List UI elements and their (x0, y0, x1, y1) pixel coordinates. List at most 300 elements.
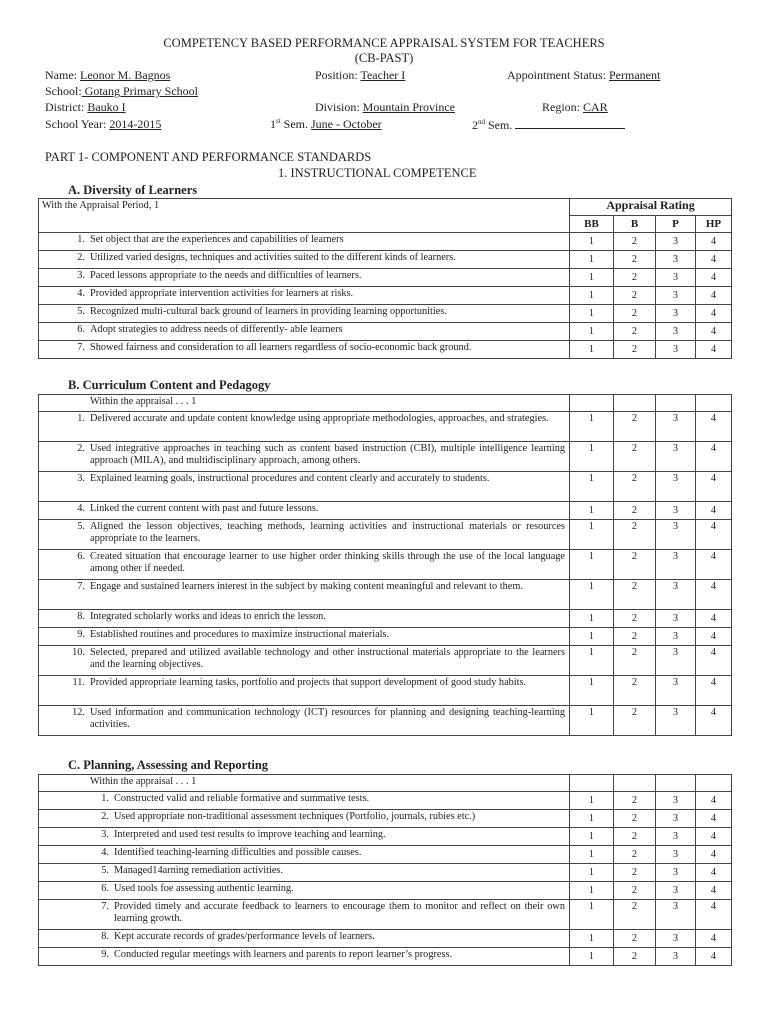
item-text: Created situation that encourage learner to use higher order thinking skills through the use of the local language among other if needed. (90, 551, 565, 574)
item-cell (39, 442, 570, 472)
item-text-wrap (39, 443, 565, 467)
item-number: 5. (77, 521, 85, 532)
item-text-wrap (39, 234, 565, 246)
rating-cell-2: 2 (614, 948, 656, 966)
rating-cell-3: 3 (656, 882, 696, 900)
item-text: Used appropriate non-traditional assessment techniques (Portfolio, journals, rubies etc.) (114, 811, 476, 822)
item-cell (39, 580, 570, 610)
rating-cell-2: 2 (614, 269, 656, 287)
item-text-wrap (39, 707, 565, 731)
instructional-competence-title: 1. INSTRUCTIONAL COMPETENCE (278, 166, 477, 180)
rating-cell-3: 3 (656, 341, 696, 359)
table-row (39, 828, 732, 846)
second-sem-label: Sem. (488, 118, 513, 132)
division-field (315, 100, 455, 115)
rating-cell-1: 1 (570, 646, 614, 676)
empty-cell (614, 775, 656, 792)
item-number: 3. (77, 270, 85, 281)
first-sem-label: Sem. (283, 117, 309, 131)
second-sem-sup: nd (478, 118, 485, 126)
item-text: Paced lessons appropriate to the needs and difficulties of learners. (90, 270, 362, 281)
rating-cell-3: 3 (656, 864, 696, 882)
second-sem-num: 2 (472, 118, 478, 132)
rating-cell-2: 2 (614, 828, 656, 846)
table-row (39, 948, 732, 966)
rating-cell-3: 3 (656, 520, 696, 550)
table-row (39, 305, 732, 323)
empty-cell (696, 395, 732, 412)
item-number: 11. (72, 677, 85, 688)
rating-cell-4: 4 (696, 502, 732, 520)
item-cell (39, 628, 570, 646)
table-row (39, 646, 732, 676)
item-cell (39, 502, 570, 520)
table-row (39, 930, 732, 948)
table-row (39, 550, 732, 580)
rating-cell-1: 1 (570, 580, 614, 610)
second-sem-field (472, 117, 625, 133)
rating-cell-3: 3 (656, 828, 696, 846)
rating-cell-1: 1 (570, 472, 614, 502)
table-row (39, 251, 732, 269)
rating-cell-3: 3 (656, 646, 696, 676)
rating-cell-1: 1 (570, 287, 614, 305)
item-text: Utilized varied designs, techniques and activities suited to the different kinds of learners. (90, 252, 456, 263)
appraisal-rating-header: Appraisal Rating (570, 199, 732, 216)
item-number: 2. (101, 811, 109, 822)
section-a-heading: A. Diversity of Learners (68, 183, 198, 197)
rating-cell-1: 1 (570, 341, 614, 359)
item-text-wrap (39, 252, 565, 264)
table-row (39, 269, 732, 287)
item-text: Used integrative approaches in teaching such as content based instruction (CBI), multiple intelligence learning approach (MILA), and multidisciplinary approach, among others. (90, 443, 565, 466)
rating-cell-2: 2 (614, 930, 656, 948)
rating-cell-2: 2 (614, 341, 656, 359)
rating-cell-3: 3 (656, 580, 696, 610)
section-b-table (38, 394, 732, 736)
item-text-wrap (39, 847, 565, 859)
item-number: 5. (77, 306, 85, 317)
table-row (39, 287, 732, 305)
section-c-intro: Within the appraisal . . . 1 (39, 775, 570, 792)
rating-cell-3: 3 (656, 628, 696, 646)
rating-cell-3: 3 (656, 305, 696, 323)
rating-cell-2: 2 (614, 900, 656, 930)
section-c-table (38, 774, 732, 966)
rating-cell-1: 1 (570, 233, 614, 251)
empty-cell (570, 395, 614, 412)
item-cell (39, 810, 570, 828)
item-cell (39, 251, 570, 269)
rating-cell-4: 4 (696, 323, 732, 341)
table-row (39, 323, 732, 341)
position-field (315, 68, 405, 83)
rating-cell-1: 1 (570, 828, 614, 846)
item-cell (39, 323, 570, 341)
item-text-wrap (39, 677, 565, 689)
rating-cell-4: 4 (696, 269, 732, 287)
item-text: Linked the current content with past and future lessons. (90, 503, 319, 514)
table-row (39, 502, 732, 520)
section-b-heading: B. Curriculum Content and Pedagogy (68, 378, 271, 392)
item-text-wrap (39, 324, 565, 336)
school-year-field (45, 117, 161, 132)
rating-cell-4: 4 (696, 520, 732, 550)
rating-cell-2: 2 (614, 646, 656, 676)
item-text-wrap (39, 473, 565, 485)
item-text-wrap (39, 413, 565, 425)
rating-cell-2: 2 (614, 676, 656, 706)
rating-cell-1: 1 (570, 676, 614, 706)
table-row (39, 864, 732, 882)
rating-cell-1: 1 (570, 251, 614, 269)
school-value: Gotang Primary School (81, 84, 198, 98)
rating-cell-1: 1 (570, 412, 614, 442)
rating-cell-2: 2 (614, 251, 656, 269)
item-cell (39, 305, 570, 323)
item-text-wrap (39, 521, 565, 545)
rating-cell-1: 1 (570, 628, 614, 646)
item-number: 2. (77, 443, 85, 454)
rating-cell-2: 2 (614, 233, 656, 251)
item-cell (39, 676, 570, 706)
name-field (45, 68, 170, 83)
rating-cell-4: 4 (696, 948, 732, 966)
item-cell (39, 550, 570, 580)
division-value: Mountain Province (362, 100, 455, 114)
rating-cell-4: 4 (696, 610, 732, 628)
rating-cell-4: 4 (696, 251, 732, 269)
item-text-wrap (39, 611, 565, 623)
rating-cell-1: 1 (570, 520, 614, 550)
col-label-p: P (656, 216, 696, 233)
rating-cell-4: 4 (696, 442, 732, 472)
item-text: Managed14arning remediation activities. (114, 865, 283, 876)
first-sem-num: 1 (270, 117, 276, 131)
rating-cell-3: 3 (656, 323, 696, 341)
part1-title: PART 1- COMPONENT AND PERFORMANCE STANDARDS (45, 150, 372, 164)
region-field (542, 100, 608, 115)
item-cell (39, 520, 570, 550)
rating-cell-3: 3 (656, 233, 696, 251)
item-number: 6. (77, 551, 85, 562)
item-text-wrap (39, 901, 565, 925)
table-row (39, 676, 732, 706)
item-text: Provided appropriate intervention activities for learners at risks. (90, 288, 354, 299)
name-label: Name: (45, 68, 77, 82)
rating-cell-2: 2 (614, 580, 656, 610)
rating-cell-2: 2 (614, 810, 656, 828)
rating-cell-2: 2 (614, 287, 656, 305)
rating-cell-4: 4 (696, 287, 732, 305)
table-row (39, 810, 732, 828)
item-text: Established routines and procedures to maximize instructional materials. (90, 629, 390, 640)
district-value: Bauko I (87, 100, 126, 114)
col-label-b: B (614, 216, 656, 233)
item-text: Used tools foe assessing authentic learning. (114, 883, 294, 894)
table-row (39, 412, 732, 442)
item-number: 12. (72, 707, 85, 718)
rating-cell-4: 4 (696, 930, 732, 948)
item-cell (39, 828, 570, 846)
item-text-wrap (39, 949, 565, 961)
table-row (39, 706, 732, 736)
name-value: Leonor M. Bagnos (80, 68, 171, 82)
rating-cell-2: 2 (614, 442, 656, 472)
item-cell (39, 948, 570, 966)
rating-cell-3: 3 (656, 810, 696, 828)
rating-cell-2: 2 (614, 412, 656, 442)
rating-cell-2: 2 (614, 792, 656, 810)
rating-cell-4: 4 (696, 792, 732, 810)
district-field (45, 100, 126, 115)
rating-cell-3: 3 (656, 412, 696, 442)
rating-cell-4: 4 (696, 828, 732, 846)
table-row (39, 882, 732, 900)
position-value: Teacher I (360, 68, 406, 82)
rating-cell-4: 4 (696, 882, 732, 900)
rating-cell-1: 1 (570, 305, 614, 323)
rating-cell-2: 2 (614, 628, 656, 646)
first-sem-value: June - October (311, 117, 382, 131)
item-number: 1. (77, 413, 85, 424)
rating-cell-1: 1 (570, 810, 614, 828)
item-number: 4. (77, 503, 85, 514)
form-title: COMPETENCY BASED PERFORMANCE APPRAISAL SYSTEM FOR TEACHERS (163, 36, 605, 50)
rating-cell-1: 1 (570, 864, 614, 882)
item-text-wrap (39, 503, 565, 515)
rating-cell-3: 3 (656, 502, 696, 520)
rating-cell-2: 2 (614, 610, 656, 628)
rating-cell-3: 3 (656, 472, 696, 502)
item-text-wrap (39, 865, 565, 877)
rating-cell-1: 1 (570, 792, 614, 810)
item-number: 7. (77, 581, 85, 592)
item-cell (39, 610, 570, 628)
position-label: Position: (315, 68, 358, 82)
item-cell (39, 233, 570, 251)
rating-cell-1: 1 (570, 502, 614, 520)
item-number: 6. (101, 883, 109, 894)
rating-cell-3: 3 (656, 948, 696, 966)
rating-cell-3: 3 (656, 792, 696, 810)
table-row (39, 610, 732, 628)
rating-cell-4: 4 (696, 810, 732, 828)
rating-cell-2: 2 (614, 550, 656, 580)
item-cell (39, 646, 570, 676)
item-text: Provided timely and accurate feedback to learners to encourage them to monitor and reflect on their own learning growth. (114, 901, 565, 924)
empty-cell (656, 775, 696, 792)
item-number: 6. (77, 324, 85, 335)
item-text: Adopt strategies to address needs of differently- able learners (90, 324, 343, 335)
item-text-wrap (39, 883, 565, 895)
table-row (39, 628, 732, 646)
item-cell (39, 706, 570, 736)
item-number: 4. (77, 288, 85, 299)
rating-cell-1: 1 (570, 900, 614, 930)
rating-cell-4: 4 (696, 472, 732, 502)
item-cell (39, 472, 570, 502)
rating-cell-1: 1 (570, 442, 614, 472)
table-row (39, 442, 732, 472)
appointment-field (507, 68, 660, 83)
item-cell (39, 412, 570, 442)
rating-cell-2: 2 (614, 305, 656, 323)
item-text-wrap (39, 647, 565, 671)
rating-cell-3: 3 (656, 610, 696, 628)
rating-cell-2: 2 (614, 846, 656, 864)
school-year-value: 2014-2015 (109, 117, 162, 131)
rating-cell-4: 4 (696, 628, 732, 646)
item-text: Identified teaching-learning difficulties and possible causes. (114, 847, 362, 858)
section-a-intro: With the Appraisal Period, 1 (39, 199, 570, 233)
rating-cell-3: 3 (656, 269, 696, 287)
item-cell (39, 287, 570, 305)
empty-cell (570, 775, 614, 792)
rating-cell-3: 3 (656, 676, 696, 706)
table-row (39, 900, 732, 930)
appointment-label: Appointment Status: (507, 68, 606, 82)
school-field (45, 84, 198, 99)
first-sem-field (270, 117, 382, 132)
rating-cell-4: 4 (696, 580, 732, 610)
school-label: School: (45, 84, 82, 98)
table-row (39, 846, 732, 864)
rating-cell-1: 1 (570, 706, 614, 736)
item-text: Interpreted and used test results to improve teaching and learning. (114, 829, 386, 840)
region-label: Region: (542, 100, 580, 114)
item-cell (39, 864, 570, 882)
rating-cell-1: 1 (570, 948, 614, 966)
rating-cell-3: 3 (656, 930, 696, 948)
first-sem-sup: st (276, 117, 281, 125)
table-row (39, 472, 732, 502)
second-sem-blank-line (515, 117, 625, 129)
item-number: 9. (101, 949, 109, 960)
item-number: 7. (101, 901, 109, 912)
district-label: District: (45, 100, 85, 114)
item-text: Constructed valid and reliable formative and summative tests. (114, 793, 370, 804)
item-number: 9. (77, 629, 85, 640)
rating-cell-3: 3 (656, 900, 696, 930)
rating-cell-4: 4 (696, 706, 732, 736)
rating-cell-2: 2 (614, 502, 656, 520)
rating-cell-4: 4 (696, 341, 732, 359)
section-c-heading: C. Planning, Assessing and Reporting (68, 758, 269, 772)
item-number: 4. (101, 847, 109, 858)
item-text: Kept accurate records of grades/performance levels of learners. (114, 931, 375, 942)
division-label: Division: (315, 100, 360, 114)
item-cell (39, 900, 570, 930)
item-text-wrap (39, 342, 565, 354)
col-label-hp: HP (696, 216, 732, 233)
table-row (39, 341, 732, 359)
item-number: 3. (77, 473, 85, 484)
item-text: Delivered accurate and update content knowledge using appropriate methodologies, approaches, and strategies. (90, 413, 549, 424)
rating-cell-1: 1 (570, 323, 614, 341)
item-number: 8. (101, 931, 109, 942)
rating-cell-3: 3 (656, 706, 696, 736)
rating-cell-4: 4 (696, 864, 732, 882)
section-b-intro: Within the appraisal . . . 1 (39, 395, 570, 412)
rating-cell-3: 3 (656, 442, 696, 472)
item-text-wrap (39, 811, 565, 823)
rating-cell-2: 2 (614, 706, 656, 736)
rating-cell-4: 4 (696, 305, 732, 323)
item-cell (39, 269, 570, 287)
item-text: Explained learning goals, instructional procedures and content clearly and accurately to students. (90, 473, 490, 484)
rating-cell-1: 1 (570, 846, 614, 864)
item-number: 3. (101, 829, 109, 840)
region-value: CAR (583, 100, 608, 114)
rating-cell-2: 2 (614, 520, 656, 550)
empty-cell (656, 395, 696, 412)
table-row (39, 792, 732, 810)
rating-cell-3: 3 (656, 251, 696, 269)
rating-cell-4: 4 (696, 412, 732, 442)
table-row (39, 580, 732, 610)
rating-cell-1: 1 (570, 882, 614, 900)
appointment-value: Permanent (609, 68, 661, 82)
item-cell (39, 341, 570, 359)
item-text: Aligned the lesson objectives, teaching methods, learning activities and instructional materials or resources appropriate to the learners. (90, 521, 565, 544)
empty-cell (614, 395, 656, 412)
rating-cell-3: 3 (656, 550, 696, 580)
item-text: Engage and sustained learners interest in the subject by making content meaningful and relevant to them. (90, 581, 523, 592)
form-subtitle: (CB-PAST) (354, 51, 414, 65)
item-text-wrap (39, 629, 565, 641)
item-text-wrap (39, 581, 565, 593)
item-text-wrap (39, 829, 565, 841)
item-cell (39, 882, 570, 900)
school-year-label: School Year: (45, 117, 107, 131)
item-text-wrap (39, 931, 565, 943)
item-cell (39, 792, 570, 810)
rating-cell-1: 1 (570, 610, 614, 628)
rating-cell-4: 4 (696, 676, 732, 706)
section-a-table (38, 198, 732, 359)
rating-cell-4: 4 (696, 550, 732, 580)
item-number: 7. (77, 342, 85, 353)
item-text: Selected, prepared and utilized available technology and other instructional materials appropriate to the learners and the learning objectives. (90, 647, 565, 670)
item-text-wrap (39, 288, 565, 300)
rating-cell-4: 4 (696, 646, 732, 676)
rating-cell-1: 1 (570, 269, 614, 287)
rating-cell-1: 1 (570, 550, 614, 580)
item-text: Set object that are the experiences and capabilities of learners (90, 234, 344, 245)
item-text-wrap (39, 551, 565, 575)
item-number: 5. (101, 865, 109, 876)
rating-cell-4: 4 (696, 846, 732, 864)
item-number: 8. (77, 611, 85, 622)
col-label-bb: BB (570, 216, 614, 233)
empty-cell (696, 775, 732, 792)
item-cell (39, 930, 570, 948)
item-text: Integrated scholarly works and ideas to enrich the lesson. (90, 611, 326, 622)
rating-cell-4: 4 (696, 900, 732, 930)
rating-cell-4: 4 (696, 233, 732, 251)
rating-cell-3: 3 (656, 846, 696, 864)
item-number: 1. (77, 234, 85, 245)
item-cell (39, 846, 570, 864)
table-row (39, 233, 732, 251)
item-number: 10. (72, 647, 85, 658)
rating-cell-2: 2 (614, 323, 656, 341)
table-row (39, 520, 732, 550)
item-text-wrap (39, 306, 565, 318)
rating-cell-2: 2 (614, 864, 656, 882)
item-text: Recognized multi-cultural back ground of learners in providing learning opportunities. (90, 306, 447, 317)
